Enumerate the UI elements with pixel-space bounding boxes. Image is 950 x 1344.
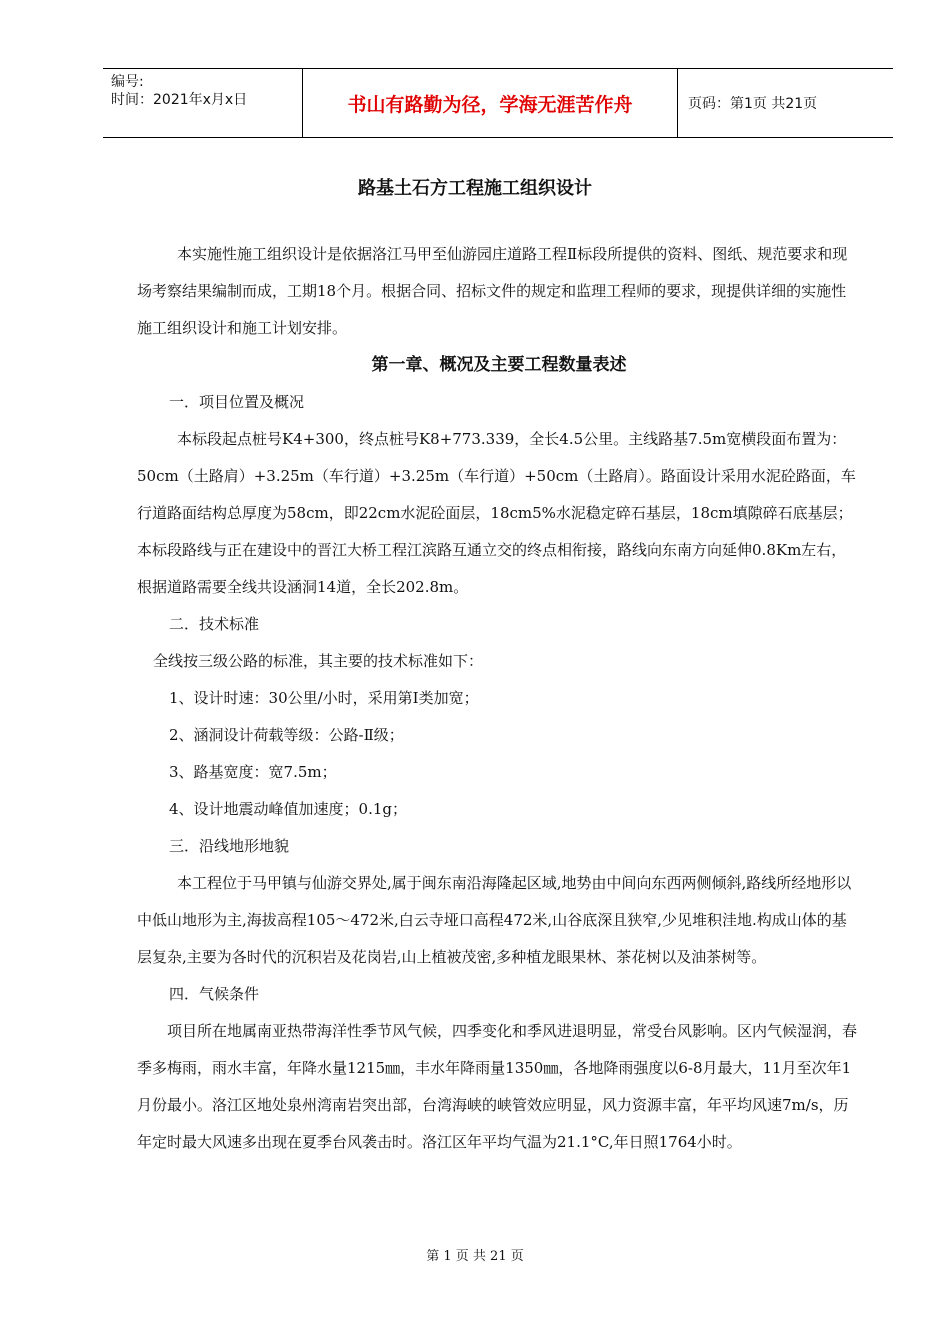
chapter-heading: 第一章、概况及主要工程数量表述 <box>371 355 627 375</box>
section-heading: 二．技术标准 <box>169 615 260 633</box>
header-meta <box>103 69 303 137</box>
standard-item: 2、涵洞设计荷载等级：公路-Ⅱ级； <box>169 726 404 744</box>
section-heading: 一．项目位置及概况 <box>169 393 305 411</box>
section-heading: 三．沿线地形地貌 <box>169 837 290 855</box>
section-paragraph: 项目所在地属南亚热带海洋性季节风气候，四季变化和季风进退明显，常受台风影响。区内气候湿润，春季多梅雨，雨水丰富，年降水量1215㎜，丰水年降雨量1350㎜，各地降雨强度以6-8月最大，11月至次年1月份最小。洛江区地处泉州湾南岩突出部，台湾海峡的峡管效应明显，风力资源丰富，年平均风速7m/s，历年定时最大风速多出现在夏季台风袭击时。洛江区年平均气温为21.1°C,年日照1764小时。 <box>137 1022 858 1151</box>
standard-item: 4、设计地震动峰值加速度；0.1g； <box>169 800 408 818</box>
header-slogan: 书山有路勤为径，学海无涯苦作舟 <box>303 69 678 137</box>
page-header <box>103 68 893 138</box>
header-page-info: 页码：第1页 共21页 <box>688 96 818 112</box>
time-label: 时间：2021年x月x日 <box>111 92 248 108</box>
number-label: 编号: <box>111 74 144 90</box>
standard-item: 3、路基宽度：宽7.5m； <box>169 763 337 781</box>
section-paragraph: 本工程位于马甲镇与仙游交界处,属于闽东南沿海隆起区域,地势由中间向东西两侧倾斜,路线所经地形以中低山地形为主,海拔高程105～472米,白云寺垭口高程472米,山谷底深且狭窄,少见堆积洼地.构成山体的基层复杂,主要为各时代的沉积岩及花岗岩,山上植被茂密,多种植龙眼果林、茶花树以及油茶树等。 <box>137 874 852 966</box>
page-footer: 第 1 页 共 21 页 <box>426 1249 524 1264</box>
section-paragraph: 本标段起点桩号K4+300，终点桩号K8+773.339，全长4.5公里。主线路基7.5m宽横段面布置为：50cm（土路肩）+3.25m（车行道）+3.25m（车行道）+50cm（土路肩）。路面设计采用水泥砼路面，车行道路面结构总厚度为58cm，即22cm水泥砼面层，18cm5%水泥稳定碎石基层，18cm填隙碎石底基层；本标段路线与正在建设中的晋江大桥工程江滨路互通立交的终点相衔接，路线向东南方向延伸0.8Km左右，根据道路需要全线共设涵洞14道，全长202.8m。 <box>137 430 856 596</box>
document-title: 路基土石方工程施工组织设计 <box>358 178 592 199</box>
section-paragraph: 全线按三级公路的标准，其主要的技术标准如下： <box>153 652 484 670</box>
document-body <box>137 236 861 1161</box>
section-heading: 四．气候条件 <box>169 985 260 1003</box>
intro-paragraph: 本实施性施工组织设计是依据洛江马甲至仙游园庄道路工程Ⅱ标段所提供的资料、图纸、规范要求和现场考察结果编制而成，工期18个月。根据合同、招标文件的规定和监理工程师的要求，现提供详细的实施性施工组织设计和施工计划安排。 <box>137 245 848 337</box>
standard-item: 1、设计时速：30公里/小时，采用第Ⅰ类加宽； <box>169 689 479 707</box>
